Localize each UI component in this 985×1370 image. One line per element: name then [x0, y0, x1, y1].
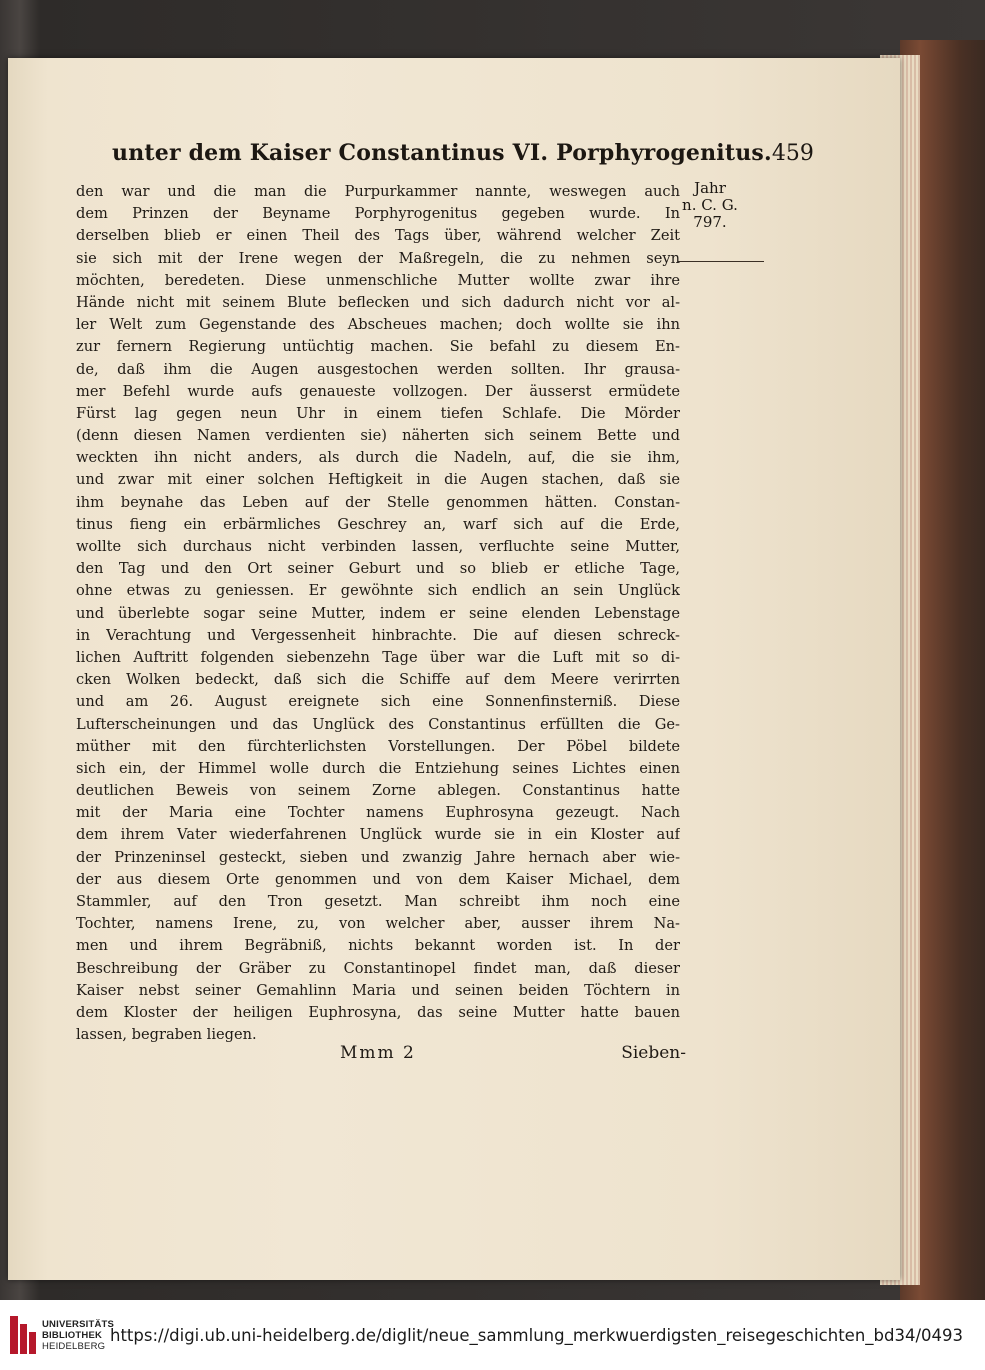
text-line: wollte sich durchaus nicht verbinden lassen, verfluchte seine Mutter, [76, 538, 680, 555]
text-line: ler Welt zum Gegenstande des Abscheues machen; doch wollte sie ihn [76, 316, 680, 334]
text-line: möchten, beredeten. Diese unmenschliche Mutter wollte zwar ihre [76, 271, 680, 289]
text-line: de, daß ihm die Augen ausgestochen werden sollten. Ihr grausa- [76, 360, 680, 378]
text-line: und zwar mit einer solchen Heftigkeit in die Augen stachen, daß sie [76, 471, 680, 489]
text-line: den Tag und den Ort seiner Geburt und so blieb er etliche Tage, [76, 560, 680, 578]
text-line: Stammler, auf den Tron gesetzt. Man schreibt ihm noch eine [76, 893, 680, 910]
text-line: und überlebte sogar seine Mutter, indem er seine elenden Lebenstage [76, 604, 680, 622]
body-text [76, 181, 680, 1046]
margin-note-line: n. C. G. [682, 196, 738, 214]
text-line: men und ihrem Begräbniß, nichts bekannt worden ist. In der [76, 937, 680, 955]
text-line: deutlichen Beweis von seinem Zorne ablegen. Constantinus hatte [76, 782, 680, 800]
text-line: cken Wolken bedeckt, daß sich die Schiffe auf dem Meere verirrten [76, 671, 680, 689]
margin-rule [678, 261, 764, 262]
text-line: ihm beynahe das Leben auf der Stelle genommen hätten. Constan- [76, 493, 680, 511]
text-line: dem Kloster der heiligen Euphrosyna, das seine Mutter hatte bauen [76, 1003, 680, 1021]
catchword: Sieben- [621, 1043, 686, 1063]
text-line: und am 26. August ereignete sich eine Sonnenfinsterniß. Diese [76, 693, 680, 711]
margin-note-line: Jahr [694, 179, 726, 197]
text-line: sich ein, der Himmel wolle durch die Entziehung seines Lichtes einen [76, 759, 680, 777]
text-line: Hände nicht mit seinem Blute beflecken und sich dadurch nicht vor al- [76, 293, 680, 311]
text-line: mer Befehl wurde aufs genaueste vollzogen. Der äusserst ermüdete [76, 382, 680, 400]
text-line: (denn diesen Namen verdienten sie) näherten sich seinem Bette und [76, 427, 680, 445]
running-head: unter dem Kaiser Constantinus VI. Porphyrogenitus. [112, 140, 772, 166]
logo-line: BIBLIOTHEK [42, 1329, 103, 1341]
text-line: der Prinzeninsel gesteckt, sieben und zwanzig Jahre hernach aber wie- [76, 848, 680, 866]
text-line: in Verachtung und Vergessenheit hinbrachte. Die auf diesen schreck- [76, 626, 680, 644]
text-line: dem Prinzen der Beyname Porphyrogenitus gegeben wurde. In [76, 205, 680, 223]
text-line: dem ihrem Vater wiederfahrenen Unglück wurde sie in ein Kloster auf [76, 826, 680, 844]
text-line: mit der Maria eine Tochter namens Euphrosyna gezeugt. Nach [76, 804, 680, 822]
text-line: Fürst lag gegen neun Uhr in einem tiefen Schlafe. Die Mörder [76, 404, 680, 422]
text-line: Lufterscheinungen und das Unglück des Constantinus erfüllten die Ge- [76, 715, 680, 733]
logo-line: HEIDELBERG [42, 1340, 106, 1352]
logo-line: UNIVERSITÄTS [42, 1318, 115, 1330]
text-line: den war und die man die Purpurkammer nannte, weswegen auch [76, 183, 680, 200]
text-line: Beschreibung der Gräber zu Constantinopel findet man, daß dieser [76, 959, 680, 977]
margin-note-line: 797. [693, 213, 727, 231]
viewer-footer [0, 1300, 985, 1370]
text-line: Kaiser nebst seiner Gemahlinn Maria und seinen beiden Töchtern in [76, 981, 680, 999]
library-logo-text [42, 1319, 114, 1352]
permalink-url[interactable]: https://digi.ub.uni-heidelberg.de/diglit/neue_sammlung_merkwuerdigsten_reisegeschichten_bd34/0493 [110, 1325, 964, 1345]
text-line: tinus fieng ein erbärmliches Geschrey an, warf sich auf die Erde, [76, 515, 680, 533]
page-header [112, 140, 814, 166]
text-line: Tochter, namens Irene, zu, von welcher aber, ausser ihrem Na- [76, 915, 680, 933]
text-line: müther mit den fürchterlichsten Vorstellungen. Der Pöbel bildete [76, 737, 680, 755]
text-line: zur fernern Regierung untüchtig machen. Sie befahl zu diesem En- [76, 338, 680, 356]
text-line: lassen, begraben liegen. [76, 1026, 257, 1044]
library-logo-icon [10, 1316, 36, 1354]
text-line: der aus diesem Orte genommen und von dem Kaiser Michael, dem [76, 870, 680, 888]
page-footer [340, 1043, 686, 1063]
text-line: ohne etwas zu geniessen. Er gewöhnte sich endlich an sein Unglück [76, 582, 680, 600]
text-line: lichen Auftritt folgenden siebenzehn Tage über war die Luft mit so di- [76, 648, 680, 666]
signature-mark: Mmm 2 [340, 1043, 416, 1063]
page-number: 459 [771, 141, 814, 166]
text-line: derselben blieb er einen Theil des Tags über, während welcher Zeit [76, 227, 680, 245]
text-line: sie sich mit der Irene wegen der Maßregeln, die zu nehmen seyn [76, 249, 680, 267]
text-line: weckten ihn nicht anders, als durch die Nadeln, auf, die sie ihm, [76, 449, 680, 467]
